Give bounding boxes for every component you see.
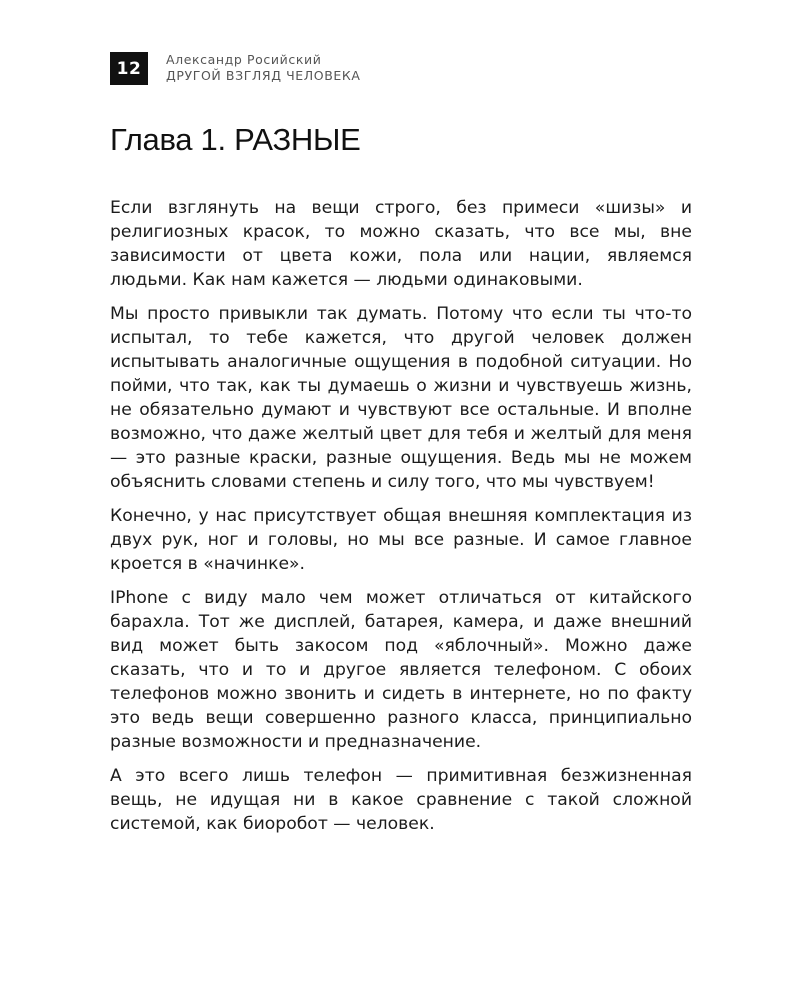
running-head-text (166, 52, 361, 84)
page-number: 12 (110, 52, 148, 85)
body-text (110, 196, 692, 846)
author-name: Александр Росийский (166, 52, 322, 67)
paragraph: Если взглянуть на вещи строго, без примеси «шизы» и религиозных красок, то можно сказать, что все мы, вне зависимости от цвета кожи, пола или нации, являемся людьми. Как нам кажется — людьми одинаковыми. (110, 198, 692, 290)
book-title: ДРУГОЙ ВЗГЛЯД ЧЕЛОВЕКА (166, 68, 361, 83)
running-header (110, 52, 361, 85)
paragraph: Конечно, у нас присутствует общая внешняя комплектация из двух рук, ног и головы, но мы все разные. И самое главное кроется в «начинке». (110, 506, 692, 574)
paragraph: Мы просто привыкли так думать. Потому что если ты что-то испытал, то тебе кажется, что другой человек должен испытывать аналогичные ощущения в подобной ситуации. Но пойми, что так, как ты думаешь о жизни и чувствуешь жизнь, не обязательно думают и чувствуют все остальные. И вполне возможно, что даже желтый цвет для тебя и желтый для меня — это разные краски, разные ощущения. Ведь мы не можем объяснить словами степень и силу того, что мы чувствуем! (110, 304, 692, 492)
paragraph: IPhone с виду мало чем может отличаться от китайского барахла. Тот же дисплей, батарея, камера, и даже внешний вид может быть закосом под «яблочный». Можно даже сказать, что и то и другое является телефоном. С обоих телефонов можно звонить и сидеть в интернете, но по факту это ведь вещи совершенно разного класса, принципиально разные возможности и предназначение. (110, 588, 692, 752)
paragraph: А это всего лишь телефон — примитивная безжизненная вещь, не идущая ни в какое сравнение с такой сложной системой, как биоробот — человек. (110, 766, 692, 834)
chapter-title: Глава 1. РАЗНЫЕ (110, 122, 361, 157)
